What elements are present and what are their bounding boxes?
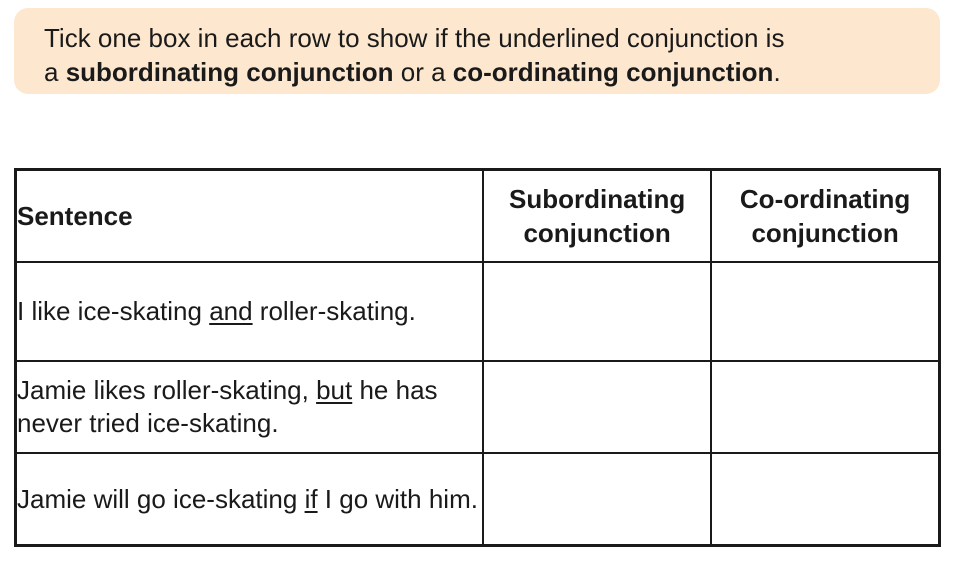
sentence-text: Jamie will go ice-skating [17,483,305,514]
underlined-conjunction: but [316,375,353,405]
tick-box-subordinating[interactable] [483,453,711,546]
sentence-cell [16,361,484,453]
instruction-suffix: . [773,57,781,87]
sentence-text: Jamie likes roller-skating, [17,375,317,405]
tick-box-subordinating[interactable] [483,262,711,361]
tick-box-coordinating[interactable] [711,262,939,361]
tick-box-coordinating[interactable] [711,361,939,453]
underlined-conjunction: and [209,296,253,326]
instruction-line-1: Tick one box in each row to show if the underlined conjunction is [44,23,785,53]
header-subordinating [483,170,711,263]
sentence-cell [16,262,484,361]
sentence-text: I like ice-skating [17,296,210,326]
header-sentence: Sentence [16,170,484,263]
header-subordinating-line-2: conjunction [523,218,671,248]
header-subordinating-line-1: Subordinating [509,184,686,214]
instruction-prefix: a [44,57,66,87]
sentence-text: he has never tried ice-skating. [17,375,438,438]
term-subordinating: subordinating conjunction [65,57,394,87]
header-coordinating-line-1: Co-ordinating [739,184,911,214]
conjunction-table [14,168,941,547]
header-coordinating [711,170,939,263]
header-coordinating-line-2: conjunction [751,218,899,248]
instruction-middle: or a [393,57,453,87]
underlined-conjunction: if [304,483,318,514]
table-row [16,453,940,546]
sentence-cell [16,453,484,546]
term-coordinating: co-ordinating conjunction [452,57,774,87]
tick-box-subordinating[interactable] [483,361,711,453]
instruction-line-2 [44,55,910,89]
sentence-text: roller-skating. [252,296,416,326]
table-row [16,262,940,361]
instruction-box [14,8,940,94]
sentence-text: I go with him. [317,483,478,514]
table-header-row [16,170,940,263]
table-row [16,361,940,453]
tick-box-coordinating[interactable] [711,453,939,546]
